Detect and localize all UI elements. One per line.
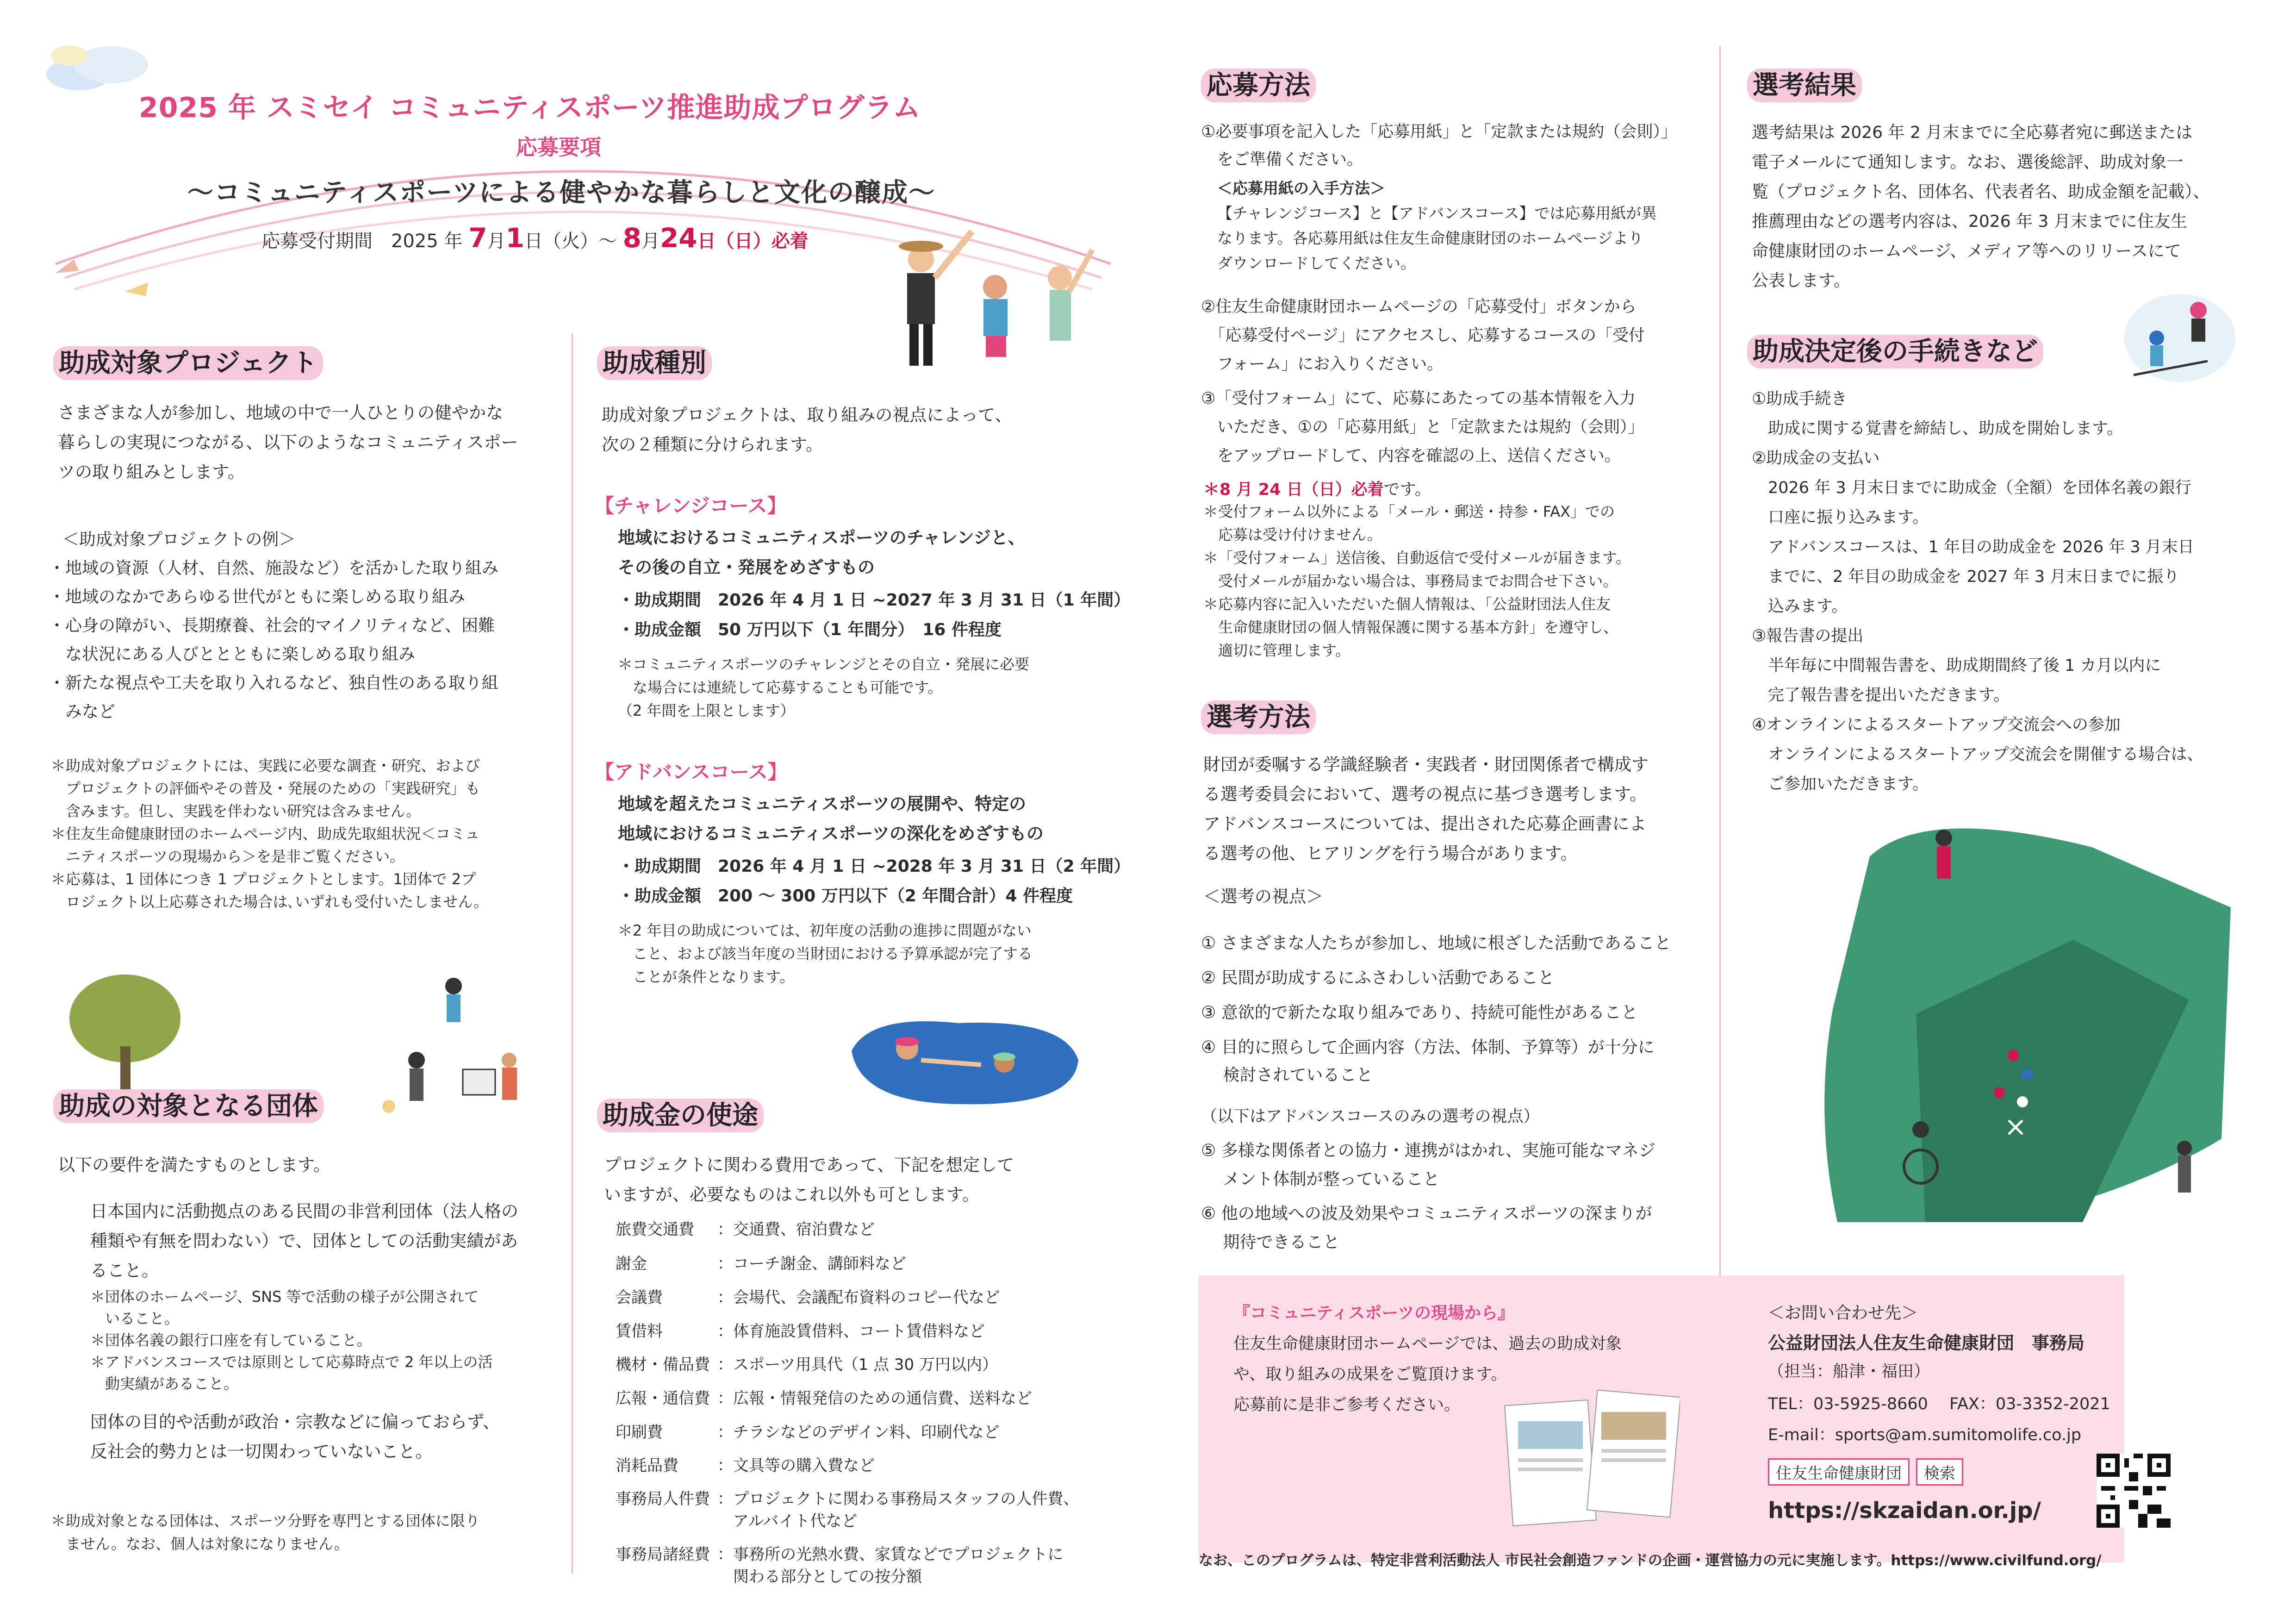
challenge-course-desc: 地域におけるコミュニティスポーツのチャレンジと、 その後の自立・発展をめざすもの — [618, 528, 1025, 577]
advance-only-note: （以下はアドバンスコースのみの選考の視点） — [1201, 1107, 1540, 1126]
advance-course-items: ・助成期間 2026 年 4 月 1 日 ~2028 年 3 月 31 日（2 年間） ・助成金額 200 ～ 300 万円以下（2 年間合計）4 件程度 — [618, 857, 1131, 906]
advance-course-notes: ＊2 年目の助成については、初年度の活動の進捗に問題がない こと、および該当年度の当財団における予算承認が完了する ことが条件となります。 — [618, 922, 1033, 986]
section-title-selection-method: 選考方法 — [1201, 697, 1316, 734]
program-theme: ～コミュニティスポーツによる健やかな暮らしと文化の醸成～ — [187, 178, 936, 208]
after-decision-list: ①助成手続き 助成に関する覚書を締結し、助成を開始します。 ②助成金の支払い 2026 年 3 月末日までに助成金（全額）を団体名義の銀行 口座に振り込みます。 アドバンスコースは、1 年目の助成金を 2026 年 3 月末日 までに、2 年目の助成金を 2027 年 3 月末日までに振り 込みます。 ③報告書の提出 半年毎に中間報告書を、助成期間終了後 1 カ月以内に 完了報告書を提出いただきます。 ④オンラインによるスタートアップ交流会への参加 オンラインによるスタートアップ交流会を開催する場合は、 ご参加いただきます。 — [1752, 390, 2203, 793]
advance-course-title: 【アドバンスコース】 — [595, 761, 787, 783]
contact-staff: （担当：船津・福田） — [1768, 1362, 1930, 1381]
cost-row: 機材・備品費 ：スポーツ用具代（1 点 30 万円以内） — [616, 1355, 998, 1374]
section-title-how-to-apply: 応募方法 — [1201, 65, 1316, 102]
deadline-note: ＊8 月 24 日（日）必着です。 — [1203, 481, 1431, 499]
application-period: 応募受付期間 2025 年 7月1日（火）～ 8月24日（日）必着 — [261, 222, 809, 254]
contact-email: E-mail：sports@am.sumitomolife.co.jp — [1768, 1426, 2082, 1444]
cost-row: 賃借料 ：体育施設賃借料、コート賃借料など — [616, 1322, 985, 1341]
challenge-course-items: ・助成期間 2026 年 4 月 1 日 ~2027 年 3 月 31 日（1 年間） ・助成金額 50 万円以下（1 年間分） 16 件程度 — [618, 591, 1131, 639]
apply-step-1: ①必要事項を記入した「応募用紙」と「定款または規約（会則）」 をご準備ください。 — [1201, 123, 1677, 169]
search-keyword-box[interactable]: 住友生命健康財団 — [1768, 1458, 1910, 1486]
swimmers-illustration — [842, 1005, 1088, 1116]
challenge-course-title: 【チャレンジコース】 — [595, 494, 787, 517]
section-title-grant-use: 助成金の使途 — [597, 1095, 764, 1132]
field-report-body: 住友生命健康財団ホームページでは、過去の助成対象 や、取り組みの成果をご覧頂けます。 応募前に是非ご参考ください。 — [1233, 1335, 1622, 1414]
search-button[interactable]: 検索 — [1916, 1458, 1963, 1486]
challenge-course-notes: ＊コミュニティスポーツのチャレンジとその自立・発展に必要 な場合には連続して応募することも可能です。 （2 年間を上限とします） — [618, 656, 1029, 719]
birds-icon — [51, 236, 162, 315]
selection-result-body: 選考結果は 2026 年 2 月末までに全応募者宛に郵送または 電子メールにて通知します。なお、選後総評、助成対象一 覧（プロジェクト名、団体名、代表者名、助成金額を記載）、 推薦理由などの選考内容は、2026 年 3 月末までに住友生 命健康財団のホームページ、メディア等へのリリースにて 公表します。 — [1752, 123, 2210, 290]
section-title-target-project: 助成対象プロジェクト — [53, 343, 323, 380]
contact-tel-fax: TEL：03-5925-8660 FAX：03-3352-2021 — [1768, 1395, 2110, 1413]
cost-row: 消耗品費 ：文具等の購入費など — [616, 1456, 875, 1475]
cheering-people-illustration — [875, 218, 1115, 370]
qr-code-icon — [2097, 1454, 2171, 1528]
viewpoints-list: ① さまざまな人たちが参加し、地域に根ざした活動であること ② 民間が助成するにふさわしい活動であること ③ 意欲的で新たな取り組みであり、持続可能性があること ④ 目的に照らして企画内容（方法、体制、予算等）が十分に 検討されていること — [1201, 934, 1671, 1085]
target-organization-intro: 以下の要件を満たすものとします。 — [58, 1155, 331, 1175]
cost-row: 謝金 ：コーチ謝金、講師料など — [616, 1255, 906, 1273]
contact-org: 公益財団法人住友生命健康財団 事務局 — [1768, 1333, 2085, 1353]
target-organization-footnote: ＊助成対象となる団体は、スポーツ分野を専門とする団体に限り ません。なお、個人は対象になりません。 — [51, 1512, 480, 1553]
target-organization-notes: ＊団体のホームページ、SNS 等で活動の様子が公開されて いること。 ＊団体名義の銀行口座を有していること。 ＊アドバンスコースでは原則として応募時点で 2 年以上の活 動実績があること。 — [90, 1288, 493, 1393]
grant-type-intro: 助成対象プロジェクトは、取り組みの視点によって、 次の２種類に分けられます。 — [602, 405, 1012, 455]
target-organization-body: 日本国内に活動拠点のある民間の非営利団体（法人格の 種類や有無を問わない）で、団体としての活動実績があ ること。 — [90, 1201, 518, 1280]
viewpoint-title: ＜選考の視点＞ — [1203, 887, 1323, 906]
section-title-grant-type: 助成種別 — [597, 343, 712, 380]
cost-row: アルバイト代など — [717, 1512, 858, 1530]
partner-note: なお、このプログラムは、特定非営利活動法人 市民社会創造ファンドの企画・運営協力の元に実施します。https://www.civilfund.org/ — [1199, 1552, 2102, 1569]
column-divider — [572, 333, 573, 1574]
target-project-examples: ＜助成対象プロジェクトの例＞ ・地域の資源（人材、自然、施設など）を活かした取り組み ・地域のなかであらゆる世代がともに楽しめる取り組み ・心身の障がい、長期療養、社会的マイノリティなど、困難 な状況にある人びととともに楽しめる取り組み ・新たな視点や工夫を取り入れるなど、独自性のある取り組 みなど — [49, 530, 499, 721]
section-title-target-organization: 助成の対象となる団体 — [53, 1086, 324, 1123]
report-pages-thumbnail — [1504, 1384, 1680, 1532]
viewpoints-advance-list: ⑤ 多様な関係者との協力・連携がはかれ、実施可能なマネジ メント体制が整っていること ⑥ 他の地域への波及効果やコミュニティスポーツの深まりが 期待できること — [1201, 1141, 1655, 1252]
cost-row: 旅費交通費 ：交通費、宿泊費など — [616, 1220, 875, 1239]
skiers-illustration — [2115, 282, 2240, 389]
contact-title: ＜お問い合わせ先＞ — [1768, 1304, 1918, 1323]
apply-form-instructions: ＜応募用紙の入手方法＞ 【チャレンジコース】と【アドバンスコース】では応募用紙が異 なります。各応募用紙は住友生命健康財団のホームページより ダウンロードしてください。 — [1217, 179, 1657, 272]
section-title-after-decision: 助成決定後の手続きなど — [1747, 331, 2043, 368]
cost-row: 事務局諸経費 ：事務所の光熱水費、家賃などでプロジェクトに — [616, 1545, 1064, 1564]
target-project-notes: ＊助成対象プロジェクトには、実践に必要な調査・研究、および プロジェクトの評価やその普及・発展のための「実践研究」も 含みます。但し、実践を伴わない研究は含みません。 ＊住友生命健康財団のホームページ内、助成先取組状況＜コミュ ニティスポーツの現場から＞を是非ご覧ください。 ＊応募は、1 団体につき 1 プロジェクトとします。1団体で 2プ ロジェクト以上応募された場合は､いずれも受付いたしません。 — [51, 757, 489, 911]
grant-use-intro: プロジェクトに関わる費用であって、下記を想定して いますが、必要なものはこれ以外も可とします。 — [604, 1155, 1014, 1205]
cost-row: 広報・通信費 ：広報・情報発信のための通信費、送料など — [616, 1389, 1032, 1408]
section-title-selection-result: 選考結果 — [1747, 65, 1862, 102]
cost-row: 会議費 ：会場代、会議配布資料のコピー代など — [616, 1288, 1000, 1307]
advance-course-desc: 地域を超えたコミュニティスポーツの展開や、特定の 地域におけるコミュニティスポーツの深化をめざすもの — [618, 794, 1044, 843]
website-url-link[interactable]: https://skzaidan.or.jp/ — [1768, 1498, 2041, 1524]
tree-and-runners-illustration — [56, 968, 546, 1171]
page-subtitle: 応募要項 — [516, 135, 601, 160]
selection-method-body: 財団が委嘱する学識経験者・実践者・財団関係者で構成す る選考委員会において、選考の視点に基づき選考します。 アドバンスコースについては、提出された応募企画書によ る選考の他、ヒアリングを行う場合があります。 — [1203, 755, 1649, 863]
column-divider — [1719, 46, 1721, 1278]
target-organization-body2: 団体の目的や活動が政治・宗教などに偏っておらず、 反社会的勢力とは一切関わっていないこと。 — [90, 1412, 500, 1462]
search-box-row — [1768, 1458, 1970, 1486]
page-title: 2025 年 スミセイ コミュニティスポーツ推進助成プログラム — [139, 92, 921, 124]
cost-row: 事務局人件費 ：プロジェクトに関わる事務局スタッフの人件費、 — [616, 1490, 1079, 1508]
target-project-intro: さまざまな人が参加し、地域の中で一人ひとりの健やかな 暮らしの実現につながる、以下のようなコミュニティスポー ツの取り組みとします。 — [58, 403, 518, 482]
cost-row: 印刷費 ：チラシなどのデザイン料、印刷代など — [616, 1423, 1000, 1442]
apply-step-3: ③「受付フォーム」にて、応募にあたっての基本情報を入力 いただき、①の「応募用紙」と「定款または規約（会則）」 をアップロードして、内容を確認の上、送信ください。 — [1201, 389, 1644, 465]
field-report-title: 『コミュニティスポーツの現場から』 — [1233, 1304, 1514, 1323]
boccia-players-illustration — [1805, 815, 2240, 1231]
apply-step-2: ②住友生命健康財団ホームページの「応募受付」ボタンから 「応募受付ページ」にアクセスし、応募するコースの「受付 フォーム」にお入りください。 — [1201, 298, 1645, 374]
apply-notes: ＊受付フォーム以外による「メール・郵送・持参・FAX」での 応募は受け付けません。 ＊「受付フォーム」送信後、自動返信で受付メールが届きます。 受付メールが届かない場合は、事務局までお問合せ下さい。 ＊応募内容に記入いただいた個人情報は、「公益財団法人住友 生命健康財団の個人情報保護に関する基本方針」を遵守し、 適切に管理します。 — [1203, 503, 1631, 659]
cost-row: 関わる部分としての按分額 — [717, 1568, 922, 1586]
